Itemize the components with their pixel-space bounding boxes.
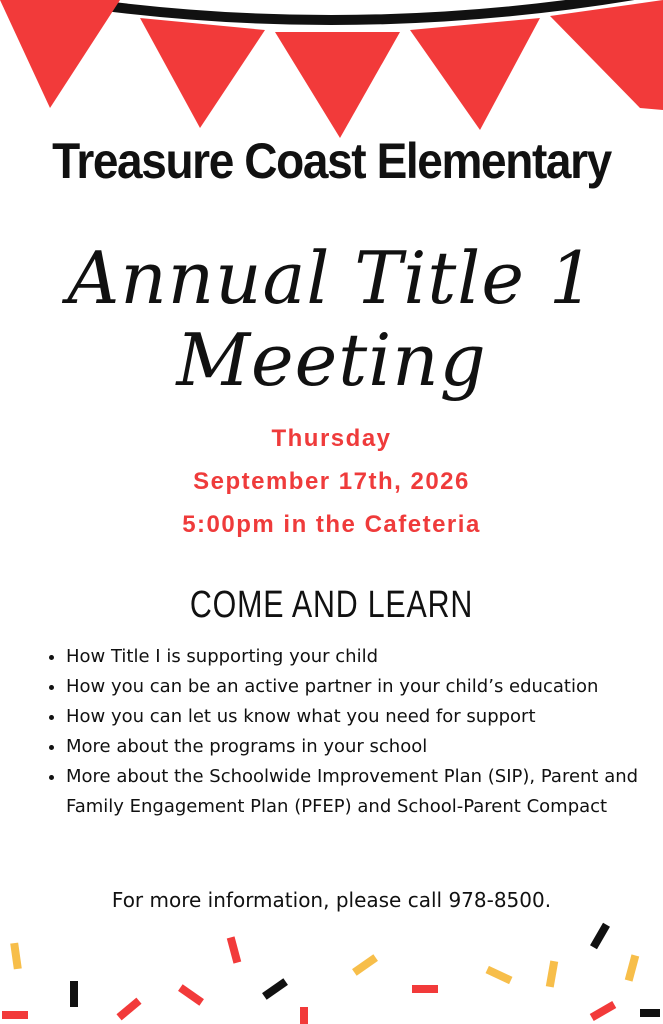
confetti-piece bbox=[10, 943, 22, 970]
contact-info: For more information, please call 978-8500. bbox=[111, 888, 552, 912]
confetti-piece bbox=[300, 1007, 308, 1024]
pennant-flag bbox=[0, 0, 120, 108]
confetti-piece bbox=[178, 984, 204, 1005]
confetti-piece bbox=[625, 954, 639, 981]
list-item: • More about the programs in your school bbox=[66, 732, 663, 762]
confetti-piece bbox=[116, 998, 141, 1021]
confetti-piece bbox=[352, 954, 378, 975]
confetti-piece bbox=[590, 1001, 617, 1021]
confetti-piece bbox=[262, 978, 288, 999]
meeting-title-line2: Meeting bbox=[176, 318, 487, 402]
confetti-piece bbox=[70, 981, 78, 1007]
list-item: • How Title I is supporting your child bbox=[66, 642, 663, 672]
confetti-piece bbox=[640, 1009, 660, 1017]
confetti-piece bbox=[486, 966, 513, 984]
pennant-banner bbox=[0, 0, 663, 150]
meeting-title-line1: Annual Title 1 bbox=[67, 236, 596, 320]
pennant-flag bbox=[410, 18, 540, 130]
confetti-piece bbox=[2, 1011, 28, 1019]
confetti-piece bbox=[546, 961, 558, 988]
list-item: • How you can let us know what you need for support bbox=[66, 702, 663, 732]
meeting-time-location: 5:00pm in the Cafeteria bbox=[182, 511, 481, 538]
confetti-piece bbox=[590, 923, 610, 950]
pennant-flag bbox=[275, 32, 400, 138]
learn-list bbox=[38, 642, 663, 822]
confetti-decoration bbox=[0, 915, 663, 1024]
list-item: • More about the Schoolwide Improvement Plan (SIP), Parent and Family Engagement Plan (PFEP) and School-Parent Compact bbox=[66, 762, 663, 822]
pennant-flag bbox=[550, 0, 663, 110]
pennant-flag bbox=[140, 18, 265, 128]
confetti-piece bbox=[412, 985, 438, 993]
list-item: • How you can be an active partner in your child’s education bbox=[66, 672, 663, 702]
meeting-day: Thursday bbox=[271, 425, 392, 452]
confetti-piece bbox=[227, 936, 241, 963]
school-name: Treasure Coast Elementary bbox=[52, 133, 611, 189]
meeting-date: September 17th, 2026 bbox=[193, 468, 470, 495]
section-heading: COME AND LEARN bbox=[189, 584, 474, 626]
